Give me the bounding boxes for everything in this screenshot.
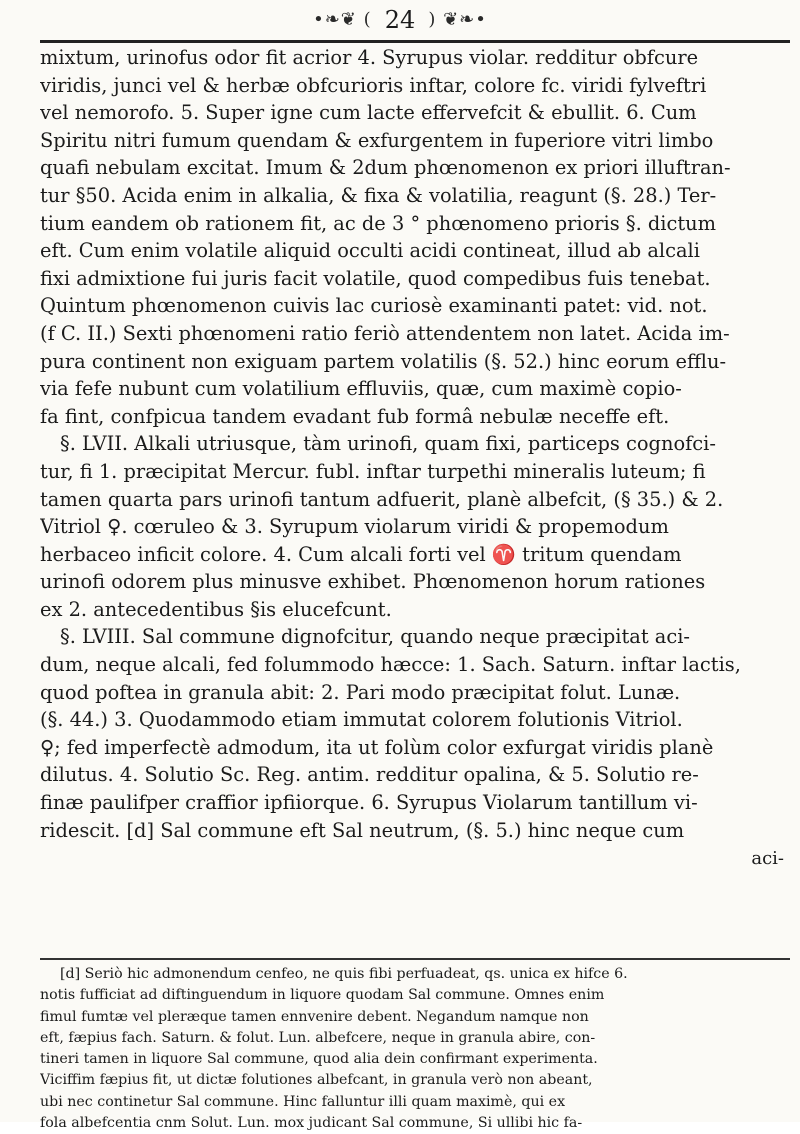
page-number: 24 bbox=[384, 6, 416, 34]
footnote-line: Viciffim fæpius fit, ut dictæ folutiones albefcant, in granula verò non abeant, bbox=[40, 1072, 593, 1089]
text-line: ♀; fed imperfectè admodum, ita ut folùm color exfurgat viridis planè bbox=[40, 735, 714, 759]
catchword: aci- bbox=[751, 848, 784, 870]
text-line: dilutus. 4. Solutio Sc. Reg. antim. redditur opalina, & 5. Solutio re- bbox=[40, 763, 699, 787]
footnote-line: ubi nec continetur Sal commune. Hinc falluntur illi quam maximè, qui ex bbox=[40, 1093, 566, 1110]
header-rule bbox=[40, 40, 790, 43]
text-line: eft. Cum enim volatile aliquid occulti acidi contineat, illud ab alcali bbox=[40, 239, 700, 263]
text-line: mixtum, urinofus odor fit acrior 4. Syrupus violar. redditur obfcure bbox=[40, 46, 699, 69]
footnote-line: fimul fumtæ vel pleræque tamen ennvenire debent. Negandum namque non bbox=[40, 1008, 589, 1025]
footnote-line: eft, fæpius fach. Saturn. & folut. Lun. albefcere, neque in granula abire, con- bbox=[40, 1029, 596, 1046]
text-line: finæ paulifper craffior ipfiiorque. 6. Syrupus Violarum tantillum vi- bbox=[40, 791, 698, 815]
page-header bbox=[0, 2, 800, 38]
footnote-line: fola albefcentia cnm Solut. Lun. mox judicant Sal commune, Si ullibi hic fa- bbox=[40, 1115, 583, 1132]
text-line: dum, neque alcali, fed folummodo hæcce: 1. Sach. Saturn. inftar lactis, bbox=[40, 653, 741, 677]
text-line: (f C. II.) Sexti phœnomeni ratio feriò attendentem non latet. Acida im- bbox=[40, 321, 730, 345]
text-line: pura continent non exiguam partem volatilis (§. 52.) hinc eorum efflu- bbox=[40, 349, 727, 373]
text-line: herbaceo inficit colore. 4. Cum alcali forti vel ♈ tritum quendam bbox=[40, 542, 682, 566]
text-line: viridis, junci vel & herbæ obfcurioris inftar, colore fc. viridi fylveftri bbox=[40, 73, 707, 97]
header-ornament-right: ) ❦❧• bbox=[428, 9, 487, 30]
text-line: quafi nebulam excitat. Imum & 2dum phœnomenon ex priori illuftran- bbox=[40, 156, 731, 180]
footnote-line: tineri tamen in liquore Sal commune, quod alia dein confirmant experimenta. bbox=[40, 1051, 598, 1068]
text-line: fa fint, confpicua tandem evadant fub formâ nebulæ neceffe eft. bbox=[40, 404, 670, 428]
header-ornament-left: •❧❦ ( bbox=[313, 9, 372, 30]
section-heading-line: §. LVII. Alkali utriusque, tàm urinofi, quam fixi, particeps cognofci- bbox=[60, 432, 716, 456]
footnote-line: [d] Seriò hic admonendum cenfeo, ne quis fibi perfuadeat, qs. unica ex hifce 6. bbox=[60, 966, 628, 982]
text-line: urinofi odorem plus minusve exhibet. Phœnomenon horum rationes bbox=[40, 570, 706, 594]
section-heading-line: §. LVIII. Sal commune dignofcitur, quando neque præcipitat aci- bbox=[60, 625, 690, 649]
text-line: Vitriol ♀. cœruleo & 3. Syrupum violarum viridi & propemodum bbox=[40, 515, 669, 539]
footnote-rule bbox=[40, 958, 790, 960]
text-line: tium eandem ob rationem fit, ac de 3 ° phœnomeno prioris §. dictum bbox=[40, 211, 717, 235]
text-line: ridescit. [d] Sal commune eft Sal neutrum, (§. 5.) hinc neque cum bbox=[40, 818, 685, 842]
text-line: tamen quarta pars urinofi tantum adfuerit, planè albefcit, (§ 35.) & 2. bbox=[40, 487, 724, 511]
text-line: tur, fi 1. præcipitat Mercur. fubl. inftar turpethi mineralis luteum; fi bbox=[40, 459, 706, 483]
text-line: (§. 44.) 3. Quodammodo etiam immutat colorem folutionis Vitriol. bbox=[40, 708, 683, 732]
text-line: vel nemorofo. 5. Super igne cum lacte effervefcit & ebullit. 6. Cum bbox=[40, 101, 697, 125]
text-line: ex 2. antecedentibus §is elucefcunt. bbox=[40, 597, 392, 621]
main-text bbox=[40, 44, 792, 874]
text-line: fixi admixtione fui juris facit volatile, quod compedibus fuis tenebat. bbox=[40, 266, 711, 290]
text-line: via fefe nubunt cum volatilium effluviis, quæ, cum maximè copio- bbox=[40, 377, 682, 401]
text-line: Quintum phœnomenon cuivis lac curiosè examinanti patet: vid. not. bbox=[40, 294, 708, 318]
footnote-line: notis fufficiat ad diftinguendum in liquore quodam Sal commune. Omnes enim bbox=[40, 987, 605, 1004]
footnote bbox=[40, 964, 792, 1134]
text-line: Spiritu nitri fumum quendam & exfurgentem in fuperiore vitri limbo bbox=[40, 128, 714, 152]
text-line: tur §50. Acida enim in alkalia, & fixa & volatilia, reagunt (§. 28.) Ter- bbox=[40, 183, 717, 207]
text-line: quod poftea in granula abit: 2. Pari modo præcipitat folut. Lunæ. bbox=[40, 680, 681, 704]
